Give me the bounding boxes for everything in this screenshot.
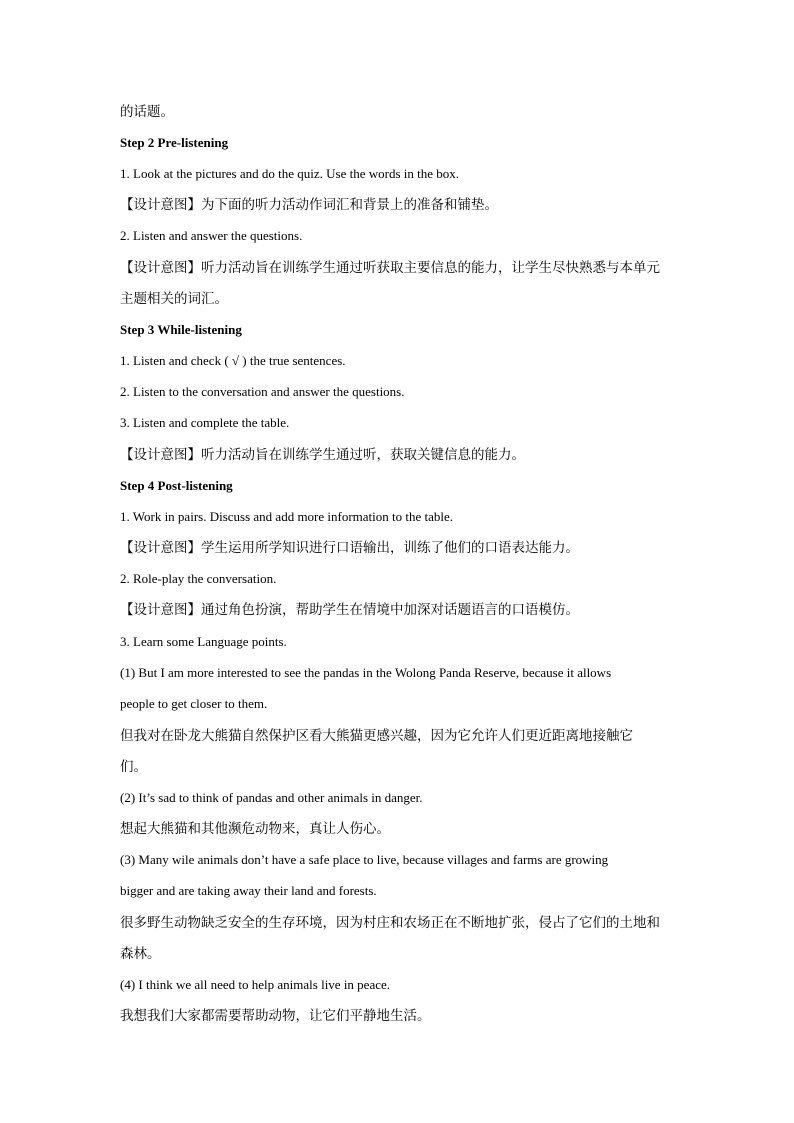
section-heading-step-3: Step 3 While-listening — [120, 322, 242, 337]
design-intent-line: 【设计意图】学生运用所学知识进行口语输出，训练了他们的口语表达能力。 — [120, 540, 579, 556]
text-line: bigger and are taking away their land and forests. — [120, 883, 377, 898]
section-heading-step-4: Step 4 Post-listening — [120, 478, 233, 493]
translation-line: 们。 — [120, 759, 147, 775]
translation-line: 但我对在卧龙大熊猫自然保护区看大熊猫更感兴趣，因为它允许人们更近距离地接触它 — [120, 728, 633, 744]
design-intent-line: 【设计意图】听力活动旨在训练学生通过听获取主要信息的能力，让学生尽快熟悉与本单元 — [120, 260, 660, 276]
design-intent-line: 【设计意图】通过角色扮演，帮助学生在情境中加深对话题语言的口语模仿。 — [120, 602, 579, 618]
section-heading-step-2: Step 2 Pre-listening — [120, 135, 229, 150]
text-line: 主题相关的词汇。 — [120, 291, 228, 307]
design-intent-line: 【设计意图】听力活动旨在训练学生通过听，获取关键信息的能力。 — [120, 447, 525, 463]
text-line: 2. Listen and answer the questions. — [120, 228, 303, 243]
language-point-1: (1) But I am more interested to see the pandas in the Wolong Panda Reserve, because it allows — [120, 665, 612, 680]
language-point-4: (4) I think we all need to help animals live in peace. — [120, 977, 391, 992]
language-point-3: (3) Many wile animals don’t have a safe place to live, because villages and farms are growing — [120, 852, 609, 867]
translation-line: 我想我们大家都需要帮助动物，让它们平静地生活。 — [120, 1008, 431, 1024]
translation-line: 很多野生动物缺乏安全的生存环境，因为村庄和农场正在不断地扩张，侵占了它们的土地和 — [120, 915, 660, 931]
text-line: 3. Learn some Language points. — [120, 634, 287, 649]
text-line: people to get closer to them. — [120, 696, 268, 711]
text-line: 1. Work in pairs. Discuss and add more information to the table. — [120, 509, 454, 524]
text-line: 2. Role-play the conversation. — [120, 571, 277, 586]
text-line: 1. Look at the pictures and do the quiz. Use the words in the box. — [120, 166, 460, 181]
text-line: 2. Listen to the conversation and answer the questions. — [120, 384, 405, 399]
design-intent-line: 【设计意图】为下面的听力活动作词汇和背景上的准备和铺垫。 — [120, 197, 498, 213]
text-line: 3. Listen and complete the table. — [120, 415, 290, 430]
translation-line: 想起大熊猫和其他濒危动物来，真让人伤心。 — [120, 821, 390, 837]
translation-line: 森林。 — [120, 946, 161, 962]
language-point-2: (2) It’s sad to think of pandas and other animals in danger. — [120, 790, 423, 805]
text-line: 1. Listen and check ( √ ) the true sentences. — [120, 353, 346, 368]
text-line: 的话题。 — [120, 104, 174, 120]
